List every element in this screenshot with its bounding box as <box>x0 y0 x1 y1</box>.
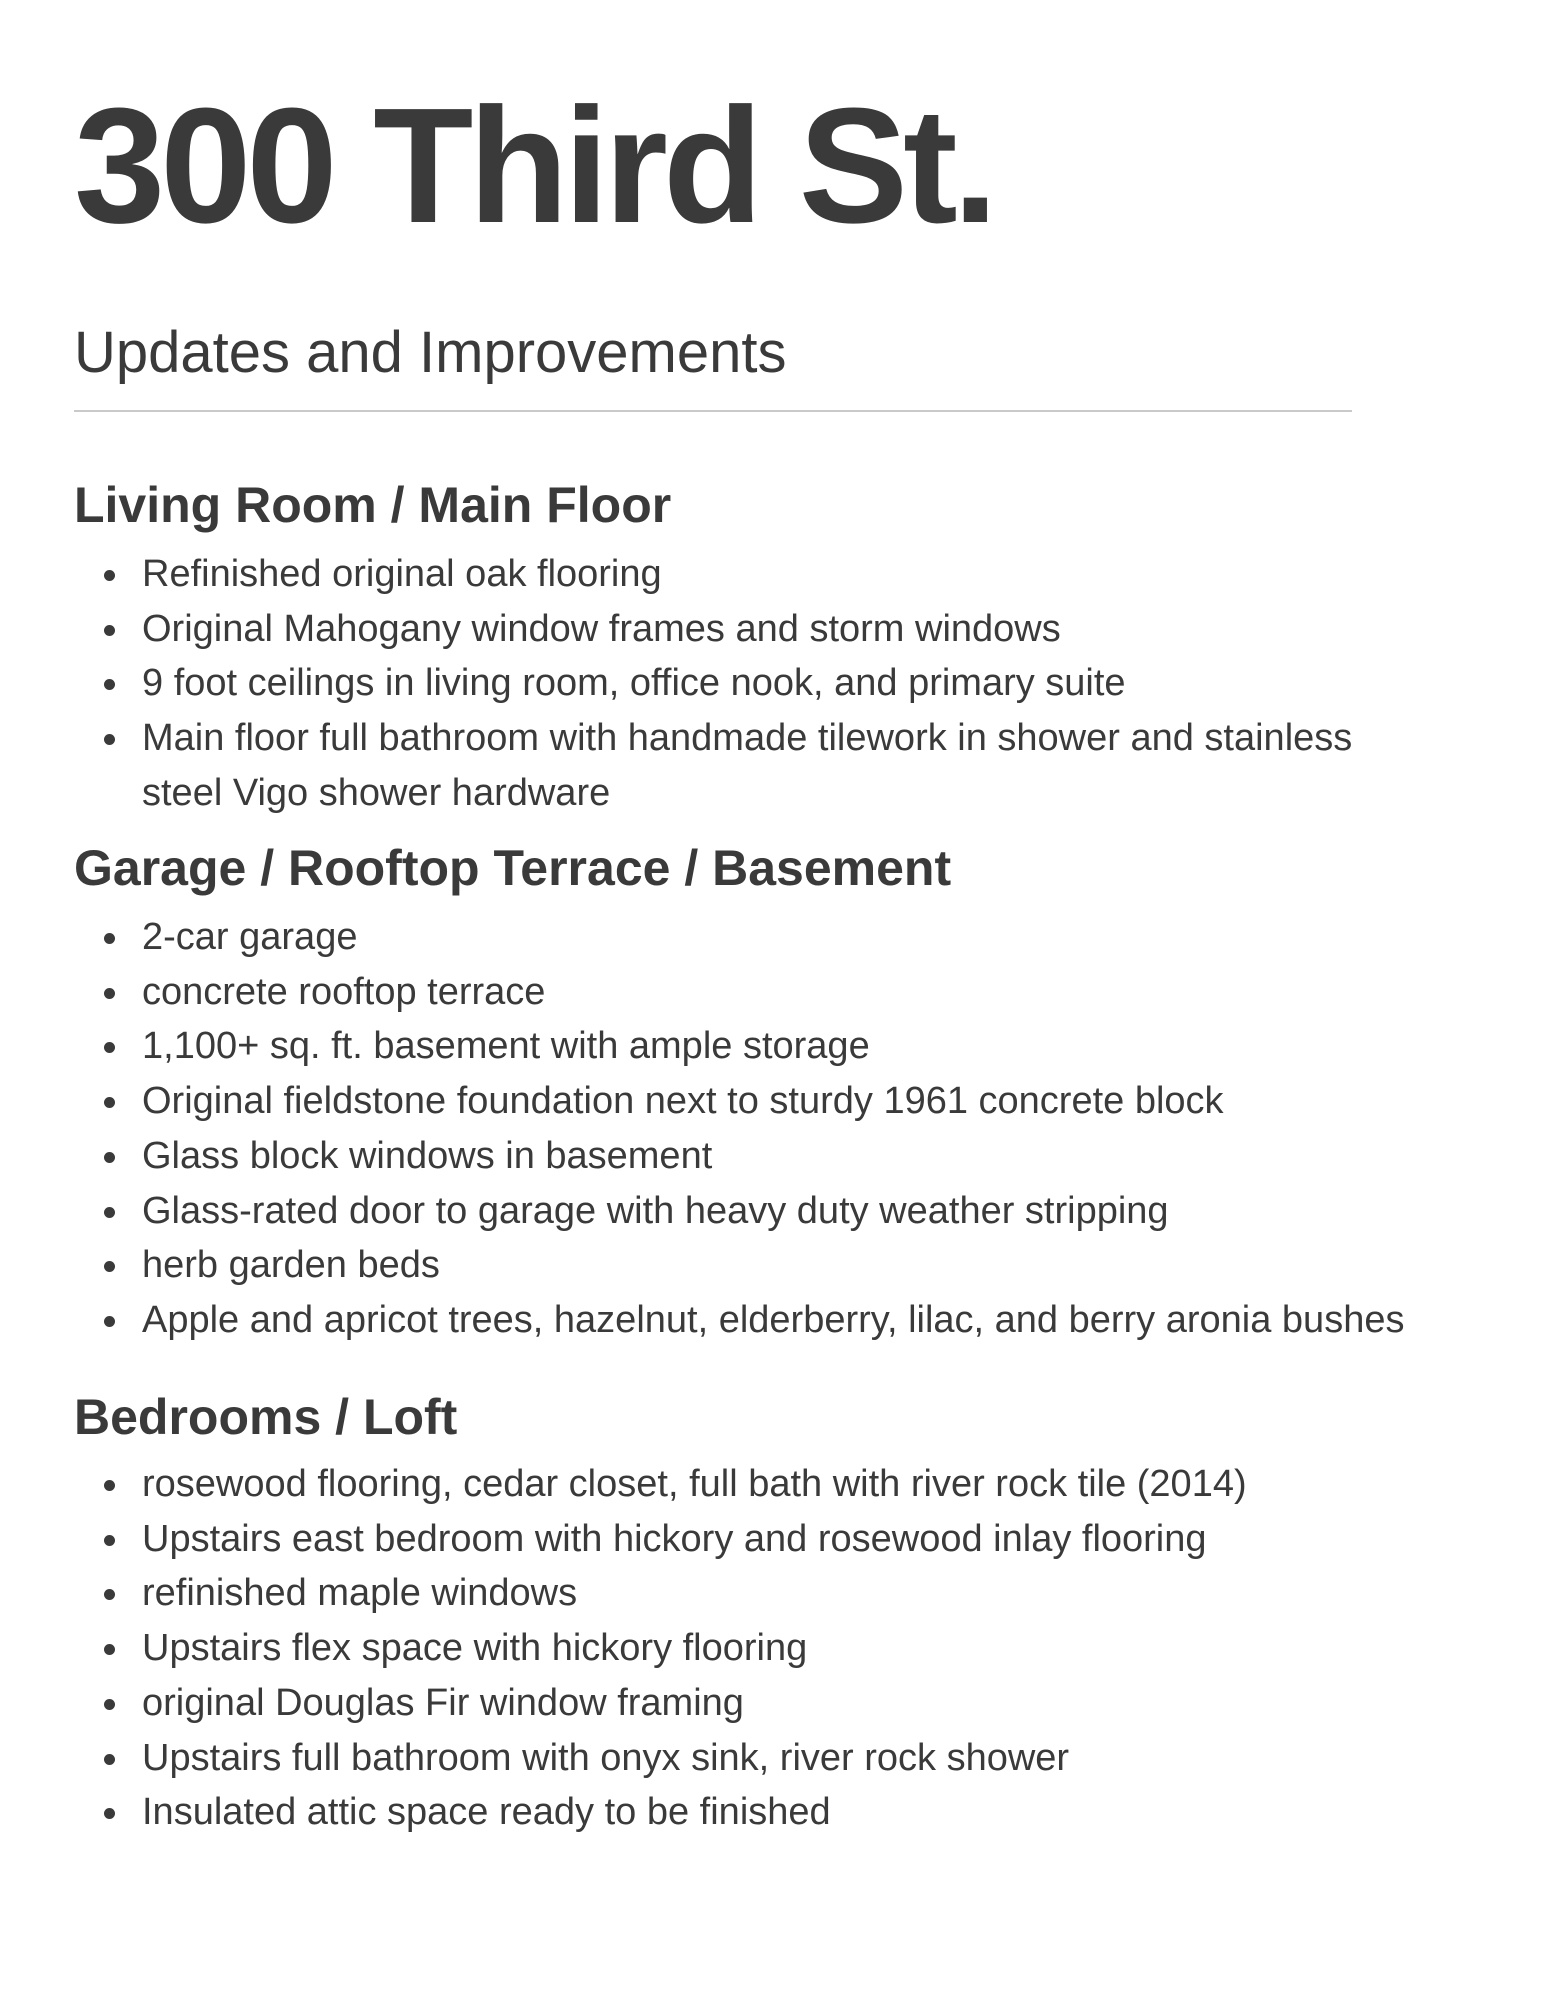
list-item <box>74 1676 1247 1731</box>
bullet-icon <box>104 1207 115 1218</box>
bullet-icon <box>104 1535 115 1546</box>
list-item-text: Upstairs east bedroom with hickory and rosewood inlay flooring <box>142 1517 1207 1560</box>
bullet-icon <box>104 988 115 999</box>
list-item <box>74 656 1362 711</box>
list-item-text: Glass block windows in basement <box>142 1134 713 1177</box>
list-item <box>74 1731 1247 1786</box>
section-list-living-room <box>74 547 1362 821</box>
section-list-bedrooms <box>74 1457 1247 1840</box>
list-item-text: 9 foot ceilings in living room, office nook, and primary suite <box>142 662 1126 705</box>
list-item <box>74 1457 1247 1512</box>
bullet-icon <box>104 933 115 944</box>
list-item <box>74 1129 1404 1184</box>
page-subtitle: Updates and Improvements <box>74 320 787 385</box>
list-item-text: rosewood flooring, cedar closet, full bath with river rock tile (2014) <box>142 1463 1247 1505</box>
list-item-text: Original Mahogany window frames and storm windows <box>142 607 1061 650</box>
list-item <box>74 547 1362 602</box>
section-list-garage <box>74 910 1404 1348</box>
bullet-icon <box>104 1316 115 1327</box>
bullet-icon <box>104 1754 115 1765</box>
bullet-icon <box>104 679 115 690</box>
list-item-text: Main floor full bathroom with handmade tilework in shower and stainless steel Vigo shower hardware <box>142 717 1353 814</box>
list-item-text: Insulated attic space ready to be finished <box>142 1791 831 1834</box>
divider-line <box>74 410 1352 412</box>
list-item-text: Glass-rated door to garage with heavy duty weather stripping <box>142 1189 1169 1232</box>
bullet-icon <box>104 1808 115 1819</box>
list-item-text: herb garden beds <box>142 1244 440 1287</box>
list-item <box>74 1621 1247 1676</box>
list-item <box>74 1785 1247 1840</box>
list-item <box>74 910 1404 965</box>
bullet-icon <box>104 1097 115 1108</box>
bullet-icon <box>104 1589 115 1600</box>
bullet-icon <box>104 1480 115 1491</box>
list-item <box>74 602 1362 657</box>
list-item-text: 1,100+ sq. ft. basement with ample storage <box>142 1025 870 1068</box>
list-item-text: Refinished original oak flooring <box>142 553 662 595</box>
list-item <box>74 1019 1404 1074</box>
section-heading-garage: Garage / Rooftop Terrace / Basement <box>74 840 952 896</box>
list-item <box>74 1566 1247 1621</box>
section-heading-bedrooms: Bedrooms / Loft <box>74 1389 458 1445</box>
bullet-icon <box>104 1042 115 1053</box>
list-item <box>74 711 1362 820</box>
list-item <box>74 1238 1404 1293</box>
list-item-text: Apple and apricot trees, hazelnut, elderberry, lilac, and berry aronia bushes <box>142 1298 1405 1341</box>
list-item <box>74 1512 1247 1567</box>
list-item <box>74 1074 1404 1129</box>
bullet-icon <box>104 1261 115 1272</box>
list-item-text: concrete rooftop terrace <box>142 970 546 1013</box>
list-item-text: original Douglas Fir window framing <box>142 1681 744 1724</box>
list-item-text: Upstairs flex space with hickory flooring <box>142 1627 808 1670</box>
bullet-icon <box>104 1152 115 1163</box>
page-title: 300 Third St. <box>74 74 994 257</box>
list-item-text: 2-car garage <box>142 916 358 958</box>
section-heading-living-room: Living Room / Main Floor <box>74 477 672 533</box>
bullet-icon <box>104 570 115 581</box>
list-item <box>74 965 1404 1020</box>
bullet-icon <box>104 734 115 745</box>
bullet-icon <box>104 1644 115 1655</box>
list-item-text: Original fieldstone foundation next to sturdy 1961 concrete block <box>142 1080 1224 1123</box>
list-item <box>74 1293 1404 1348</box>
list-item-text: refinished maple windows <box>142 1572 578 1615</box>
list-item-text: Upstairs full bathroom with onyx sink, river rock shower <box>142 1736 1070 1779</box>
list-item <box>74 1184 1404 1239</box>
bullet-icon <box>104 625 115 636</box>
bullet-icon <box>104 1699 115 1710</box>
